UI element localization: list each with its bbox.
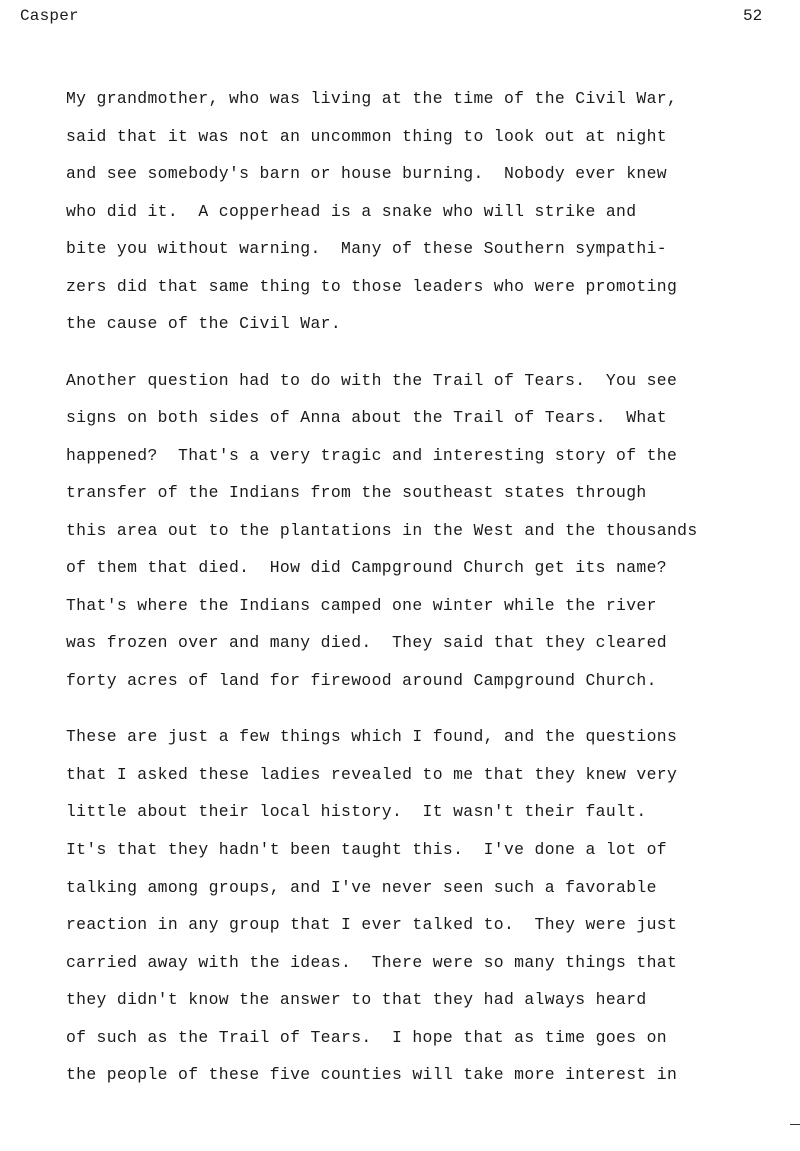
page-number: 52 [743,7,763,25]
text-line: and see somebody's barn or house burning. Nobody ever knew [66,164,667,184]
text-line: the people of these five counties will take more interest in [66,1065,678,1085]
paragraph-spacer [66,343,786,362]
text-line: of them that died. How did Campground Church get its name? [66,558,667,578]
text-line: carried away with the ideas. There were so many things that [66,952,678,972]
text-line: little about their local history. It wasn't their fault. [66,802,647,822]
text-line: transfer of the Indians from the southeast states through [66,483,647,503]
document-body [66,80,786,1094]
text-line: That's where the Indians camped one winter while the river [66,595,657,615]
text-line: These are just a few things which I found, and the questions [66,727,678,747]
text-line: Another question had to do with the Trail of Tears. You see [66,370,678,390]
page-edge-mark [790,1124,800,1125]
paragraph [66,718,786,1093]
text-line: of such as the Trail of Tears. I hope that as time goes on [66,1027,667,1047]
text-line: My grandmother, who was living at the time of the Civil War, [66,89,678,108]
paragraph [66,362,786,700]
text-line: forty acres of land for firewood around Campground Church. [66,671,657,690]
header-author-name: Casper [20,7,79,25]
text-line: happened? That's a very tragic and interesting story of the [66,445,678,465]
text-line: reaction in any group that I ever talked to. They were just [66,915,678,935]
text-line: said that it was not an uncommon thing to look out at night [66,126,667,146]
text-line: who did it. A copperhead is a snake who will strike and [66,201,637,221]
text-line: zers did that same thing to those leaders who were promoting [66,276,678,296]
text-line: talking among groups, and I've never seen such a favorable [66,877,657,897]
text-line: bite you without warning. Many of these Southern sympathi- [66,239,667,259]
text-line: that I asked these ladies revealed to me that they knew very [66,764,678,784]
text-line: the cause of the Civil War. [66,314,342,334]
text-line: they didn't know the answer to that they had always heard [66,990,647,1010]
paragraph [66,80,786,343]
text-line: signs on both sides of Anna about the Trail of Tears. What [66,408,667,428]
text-line: It's that they hadn't been taught this. I've done a lot of [66,839,667,859]
text-line: was frozen over and many died. They said that they cleared [66,633,667,653]
text-line: this area out to the plantations in the West and the thousands [66,520,698,540]
paragraph-spacer [66,700,786,719]
